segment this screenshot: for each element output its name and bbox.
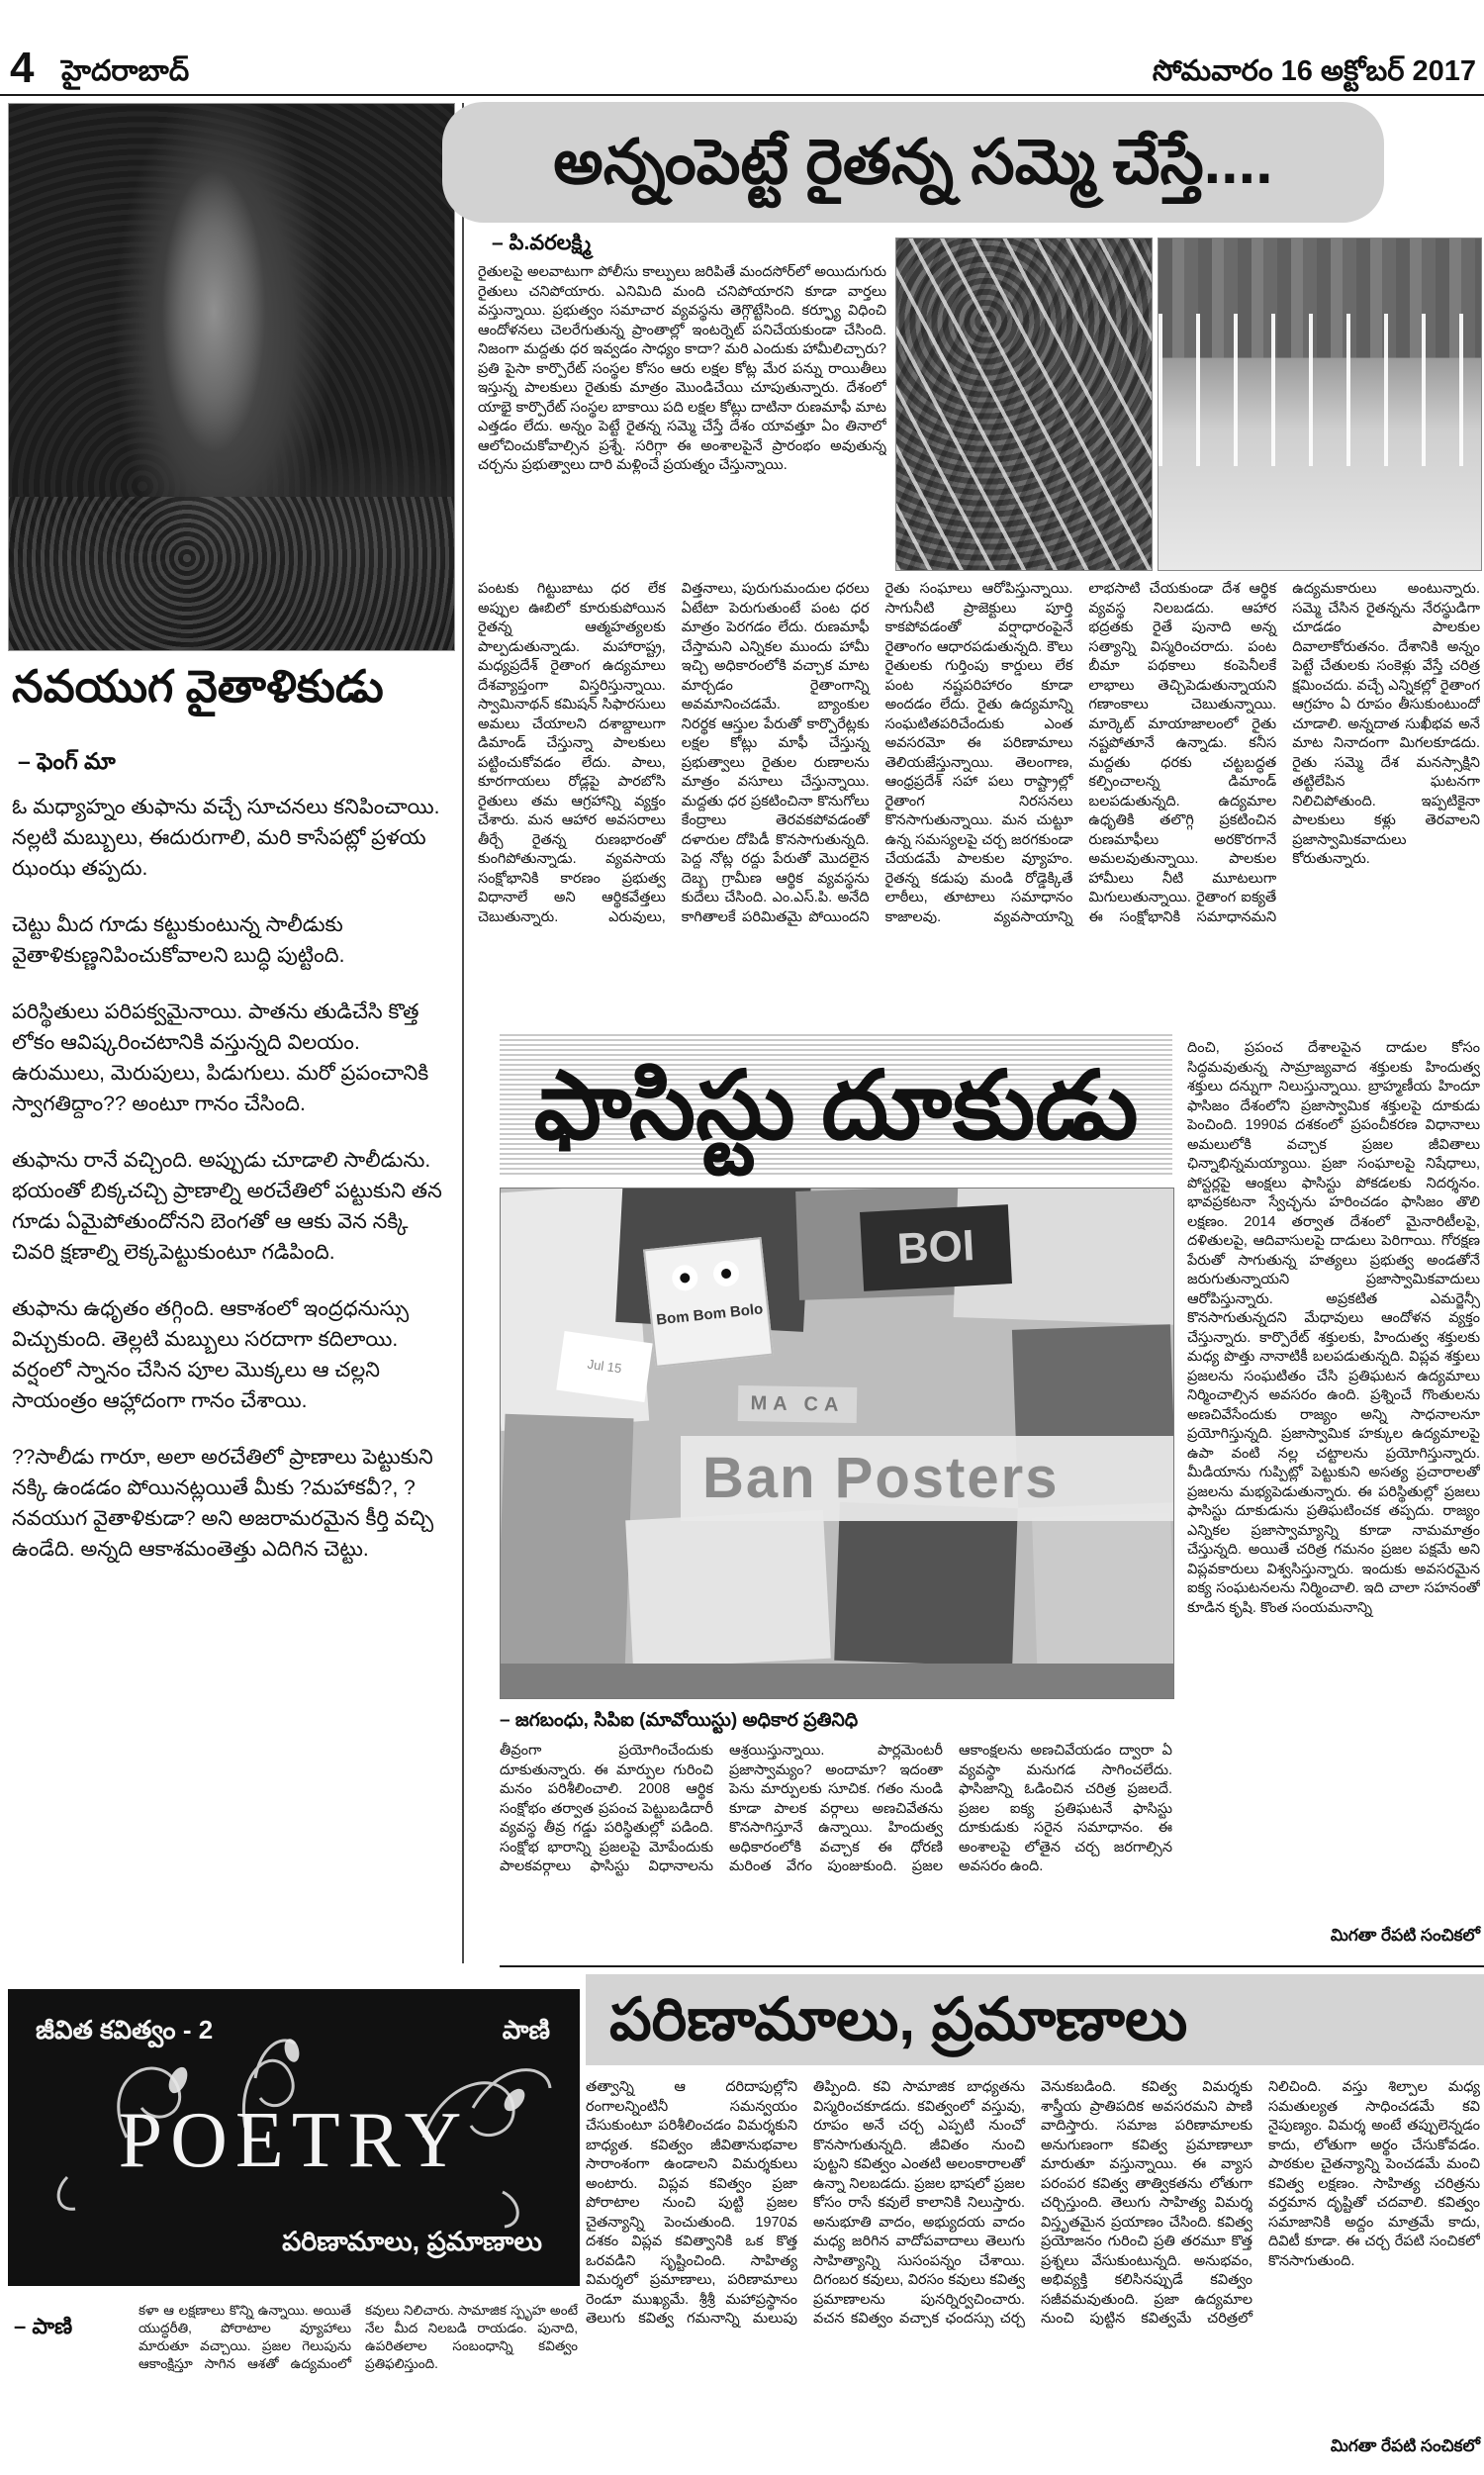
top-article-lead: రైతులపై అలవాటుగా పోలీసు కాల్పులు జరిపితే మందసోర్‌లో అయిదుగురు రైతులు చనిపోయారు. ఎనిమిది మంది చనిపోయారని కూడా వార్తలు వస్తున్నాయి. ప్రభుత్వం సమాచార వ్యవస్థను తెగ్గొట్టేసింది. కర్ఫ్యూ విధించి ఆందోళనలు చెలరేగుతున్న ప్రాంతాల్లో ఇంటర్నెట్ పనిచేయకుండా చేసింది. నిజంగా మద్దతు ధర ఇవ్వడం సాధ్యం కాదా? మరి ఎందుకు హామీలిచ్చారు? ప్రతి పైసా కార్పొరేట్ సంస్థల కోసం ఆరు లక్షల కోట్ల మేర పన్ను రాయితీలు ఇస్తున్న పాలకులు రైతుకు మాత్రం మొండిచేయి చూపుతున్నారు. దేశంలో యాభై కార్పొరేట్ సంస్థల బాకాయి పది లక్షల కోట్లు దాటినా రుణమాఫీ మాట ఎత్తడం లేదు. అన్నం పెట్టే రైతన్న సమ్మె చేస్తే దేశం యావత్తూ ఏం తినాలో ఆలోచించుకోవాల్సిన ప్రశ్నే. సరిగ్గా ఈ అంశాలపైనే ప్రారంభం అవుతున్న చర్చను ప్రభుత్వాలు దారి మళ్లించే ప్రయత్నం చేస్తున్నాయి. bbox=[478, 264, 886, 473]
bottom-article-headline: పరిణామాలు, ప్రమాణాలు bbox=[609, 1986, 1188, 2052]
poster-scrap-text: MA CA bbox=[738, 1385, 858, 1423]
left-article-byline: – ఫెంగ్ మా bbox=[18, 748, 116, 774]
poster-scrap-eyes bbox=[643, 1237, 774, 1368]
bottom-headline-band bbox=[586, 1974, 1484, 2065]
top-headline-band bbox=[442, 102, 1384, 223]
poem-paragraph: చెట్టు మీద గూడు కట్టుకుంటున్న సాలీడుకు వైతాళికుణ్ణనిపించుకోవాలని బుద్ధి పుట్టింది. bbox=[12, 913, 345, 967]
masthead-city: హైదరాబాద్ bbox=[61, 55, 190, 87]
milk-protest-photo bbox=[1158, 238, 1482, 571]
left-article-body bbox=[12, 792, 453, 1964]
poem-paragraph: ??సాలీడు గారూ, అలా అరచేతిలో ప్రాణాలు పెట్టుకుని నక్కి ఉండడం పోయినట్లయితే మీకు ?మహాకవీ?, ?నవయుగ వైతాళికుడా? అని అజరామరమైన కీర్తి వచ్చి ఉండేది. అన్నది ఆకాశమంతెత్తు ఎదిగిన చెట్టు. bbox=[12, 1446, 434, 1561]
forest-floor-texture bbox=[9, 497, 454, 650]
left-article-headline: నవయుగ వైతాళికుడు bbox=[12, 661, 384, 712]
top-article-body: పంటకు గిట్టుబాటు ధర లేక అప్పుల ఊబిలో కూరుకుపోయిన రైతన్న ఆత్మహత్యలకు పాల్పడుతున్నాడు. మహారాష్ట్ర, మధ్యప్రదేశ్ రైతాంగ ఉద్యమాలు దేశవ్యాప్తంగా విస్తరిస్తున్నాయి. స్వామినాథన్ కమిషన్ సిఫారసులు అమలు చేయాలని దశాబ్దాలుగా డిమాండ్ చేస్తున్నా పాలకులు పట్టించుకోవడం లేదు. పాలు, కూరగాయలు రోడ్లపై పారబోసి రైతులు తమ ఆగ్రహాన్ని వ్యక్తం చేశారు. మన ఆహార అవసరాలు తీర్చే రైతన్న రుణభారంతో కుంగిపోతున్నాడు. వ్యవసాయ సంక్షోభానికి కారణం ప్రభుత్వ విధానాలే అని ఆర్థికవేత్తలు చెబుతున్నారు. ఎరువులు, విత్తనాలు, పురుగుమందుల ధరలు ఏటేటా పెరుగుతుంటే పంట ధర మాత్రం పెరగడం లేదు. రుణమాఫీ చేస్తామని ఎన్నికల ముందు హామీ ఇచ్చి అధికారంలోకి వచ్చాక మాట మార్చడం రైతాంగాన్ని అవమానించడమే. బ్యాంకుల నిరర్థక ఆస్తుల పేరుతో కార్పొరేట్లకు లక్షల కోట్లు మాఫీ చేస్తున్న ప్రభుత్వాలు రైతుల రుణాలను మాత్రం వసూలు చేస్తున్నాయి. మద్దతు ధర ప్రకటించినా కొనుగోలు కేంద్రాలు తెరవకపోవడంతో దళారుల దోపిడీ కొనసాగుతున్నది. పెద్ద నోట్ల రద్దు పేరుతో మొదలైన దెబ్బ గ్రామీణ ఆర్థిక వ్యవస్థను కుదేలు చేసింది. ఎం.ఎస్.పి. అనేది కాగితాలకే పరిమితమై పోయిందని రైతు సంఘాలు ఆరోపిస్తున్నాయి. సాగునీటి ప్రాజెక్టులు పూర్తి కాకపోవడంతో వర్షాధారంపైనే రైతాంగం ఆధారపడుతున్నది. కౌలు రైతులకు గుర్తింపు కార్డులు లేక పంట నష్టపరిహారం కూడా అందడం లేదు. రైతు ఉద్యమాన్ని సంఘటితపరిచేందుకు ఎంత అవసరమో ఈ పరిణామాలు తెలియజేస్తున్నాయి. తెలంగాణ, ఆంధ్రప్రదేశ్ సహా పలు రాష్ట్రాల్లో రైతాంగ నిరసనలు కొనసాగుతున్నాయి. మన చుట్టూ ఉన్న సమస్యలపై చర్చ జరగకుండా చేయడమే పాలకుల వ్యూహం. రైతన్న కడుపు మండి రోడ్డెక్కితే లాఠీలు, తూటాలు సమాధానం కాజాలవు. వ్యవసాయాన్ని లాభసాటి చేయకుండా దేశ ఆర్థిక వ్యవస్థ నిలబడదు. ఆహార భద్రతకు రైతే పునాది అన్న సత్యాన్ని విస్మరించరాదు. పంట బీమా పథకాలు కంపెనీలకే లాభాలు తెచ్చిపెడుతున్నాయని గణాంకాలు చెబుతున్నాయి. మార్కెట్ మాయాజాలంలో రైతు నష్టపోతూనే ఉన్నాడు. కనీస మద్దతు ధరకు చట్టబద్ధత కల్పించాలన్న డిమాండ్ బలపడుతున్నది. ఉద్యమాల ఉధృతికి తలొగ్గి ప్రకటించిన రుణమాఫీలు అరకొరగానే అమలవుతున్నాయి. పాలకుల హామీలు నీటి మూటలుగా మిగులుతున్నాయి. రైతాంగ ఐక్యతే ఈ సంక్షోభానికి సమాధానమని ఉద్యమకారులు అంటున్నారు. సమ్మె చేసిన రైతన్నను నేరస్థుడిగా చూడడం పాలకుల దివాలాకోరుతనం. దేశానికి అన్నం పెట్టే చేతులకు సంకెళ్లు వేస్తే చరిత్ర క్షమించదు. వచ్చే ఎన్నికల్లో రైతాంగ ఆగ్రహం ఏ రూపం తీసుకుంటుందో చూడాలి. అన్నదాత సుఖీభవ అనే మాట నినాదంగా మిగలకూడదు. రైతు సమ్మె దేశ మనస్సాక్షిని తట్టిలేపిన ఘటనగా నిలిచిపోతుంది. ఇప్పటికైనా పాలకులు కళ్లు తెరవాలని ప్రజాస్వామికవాదులు కోరుతున్నారు. bbox=[478, 581, 1480, 925]
poem-paragraph: పరిస్థితులు పరిపక్వమైనాయి. పాతను తుడిచేసి కొత్త లోకం ఆవిష్కరించటానికి వస్తున్నది విలయం. ఉరుములు, మెరుపులు, పిడుగులు. మరో ప్రపంచానికి స్వాగతిద్దాం?? అంటూ గానం చేసింది. bbox=[12, 1000, 429, 1115]
photo-overlay-caption: Ban Posters bbox=[681, 1436, 1173, 1521]
poem-paragraph: తుఫాను రానే వచ్చింది. అప్పుడు చూడాలి సాలీడును. భయంతో బిక్కచచ్చి ప్రాణాల్ని అరచేతిలో పట్టుకుని తన గూడు ఏమైపోతుందోనని బెంగతో ఆ ఆకు వెన నక్కి చివరి క్షణాల్ని లెక్కపెట్టుకుంటూ గడిపింది. bbox=[12, 1149, 442, 1264]
poetry-box bbox=[8, 1989, 580, 2286]
middle-article-right-column: దించి, ప్రపంచ దేశాలపైన దాడుల కోసం సిద్ధమవుతున్న సామ్రాజ్యవాద శక్తులకు హిందుత్వ శక్తులు దన్నుగా నిలుస్తున్నాయి. బ్రాహ్మణీయ హిందూ ఫాసిజం దేశంలోని ప్రజాస్వామిక శక్తులపై దూకుడు పెంచింది. 1990వ దశకంలో ప్రపంచీకరణ విధానాలు అమలులోకి వచ్చాక ప్రజల జీవితాలు ఛిన్నాభిన్నమయ్యాయి. ప్రజా సంఘాలపై నిషేధాలు, పోస్టర్లపై ఆంక్షలు ఫాసిస్టు పోకడలకు నిదర్శనం. భావప్రకటనా స్వేచ్ఛను హరించడం ఫాసిజం తొలి లక్షణం. 2014 తర్వాత దేశంలో మైనారిటీలపై, దళితులపై, ఆదివాసులపై దాడులు పెరిగాయి. గోరక్షణ పేరుతో సాగుతున్న హత్యలు ప్రభుత్వ అండతోనే జరుగుతున్నాయని ప్రజాస్వామికవాదులు ఆరోపిస్తున్నారు. అప్రకటిత ఎమర్జెన్సీ కొనసాగుతున్నదని మేధావులు ఆందోళన వ్యక్తం చేస్తున్నారు. కార్పొరేట్ శక్తులకు, హిందుత్వ శక్తులకు మధ్య పొత్తు నానాటికీ బలపడుతున్నది. విప్లవ శక్తులు ప్రజలను సంఘటితం చేసి ప్రతిఘటన ఉద్యమాలు నిర్మించాల్సిన అవసరం ఉంది. ప్రశ్నించే గొంతులను అణచివేసేందుకు రాజ్యం అన్ని సాధనాలనూ ప్రయోగిస్తున్నది. ప్రజాస్వామిక హక్కుల ఉద్యమాలపై ఉపా వంటి నల్ల చట్టాలను ప్రయోగిస్తున్నారు. మీడియాను గుప్పిట్లో పెట్టుకుని అసత్య ప్రచారాలతో ప్రజలను మభ్యపెడుతున్నారు. ఈ పరిస్థితుల్లో ప్రజలు ఫాసిస్టు దూకుడును ప్రతిఘటించక తప్పదు. రాజ్యం ఎన్నికల ప్రజాస్వామ్యాన్ని కూడా నామమాత్రం చేస్తున్నది. అయితే చరిత్ర గమనం ప్రజల పక్షమే అని విప్లవకారులు విశ్వసిస్తున్నారు. ఇందుకు అవసరమైన ఐక్య సంఘటనలను నిర్మించాలి. ఇది చాలా సహనంతో కూడిన కృషి. కొంత సంయమనాన్ని bbox=[1187, 1040, 1480, 1616]
bottom-article-continuation: మిగతా రేపటి సంచికలో bbox=[1330, 2436, 1480, 2455]
page-number: 4 bbox=[10, 44, 35, 92]
poster-scrap-text: BOI bbox=[860, 1204, 1012, 1291]
middle-article-headline: ఫాసిస్టు దూకుడు bbox=[533, 1053, 1139, 1159]
column-separator bbox=[462, 103, 464, 1963]
poetry-series-label: జీవిత కవిత్వం - 2 bbox=[36, 2015, 214, 2045]
top-article-headline: అన్నంపెట్టే రైతన్న సమ్మె చేస్తే.... bbox=[553, 128, 1273, 197]
bottom-article-left-body: కళా ఆ లక్షణాలు కొన్ని ఉన్నాయి. అయితే యుద్ధరీతి, పోరాటాల వ్యూహాలు మారుతూ వచ్చాయి. ప్రజల గెలుపును ఆకాంక్షిస్తూ సాగిన ఆశతో ఉద్యమంలో కవులు నిలిచారు. సామాజిక స్పృహ అంటే నేల మీద నిలబడి రాయడం. పునాది, ఉపరితలాల సంబంధాన్ని కవిత్వం ప్రతిఫలిస్తుంది. bbox=[139, 2303, 578, 2371]
top-article-byline: – పి.వరలక్ష్మి bbox=[492, 232, 592, 254]
poetry-subtitle: పరిణామాలు, ప్రమాణాలు bbox=[282, 2227, 542, 2256]
middle-article-body: తీవ్రంగా ప్రయోగించేందుకు దూకుతున్నారు. ఈ మార్పుల గురించి మనం పరిశీలించాలి. 2008 ఆర్థిక సంక్షోభం తర్వాత ప్రపంచ పెట్టుబడిదారీ వ్యవస్థ తీవ్ర గడ్డు పరిస్థితుల్లో పడింది. సంక్షోభ భారాన్ని ప్రజలపై మోపేందుకు పాలకవర్గాలు ఫాసిస్టు విధానాలను ఆశ్రయిస్తున్నాయి. పార్లమెంటరీ ప్రజాస్వామ్యం? అందామా? ఇదంతా పెను మార్పులకు సూచిక. గతం నుండి కూడా పాలక వర్గాలు అణచివేతను కొనసాగిస్తూనే ఉన్నాయి. హిందుత్వ అధికారంలోకి వచ్చాక ఈ ధోరణి మరింత వేగం పుంజుకుంది. ప్రజల ఆకాంక్షలను అణచివేయడం ద్వారా ఏ వ్యవస్థా మనుగడ సాగించలేదు. ఫాసిజాన్ని ఓడించిన చరిత్ర ప్రజలదే. ప్రజల ఐక్య ప్రతిఘటనే ఫాసిస్టు దూకుడుకు సరైన సమాధానం. ఈ అంశాలపై లోతైన చర్చ జరగాల్సిన అవసరం ఉంది. bbox=[500, 1743, 1172, 1874]
bottom-article-byline: – పాణి bbox=[14, 2314, 73, 2338]
middle-article-caption: – జగబంధు, సిపిఐ (మావోయిస్టు) అధికార ప్రతినిధి bbox=[500, 1710, 859, 1731]
header-rule bbox=[0, 94, 1484, 96]
poster-eye-right bbox=[712, 1260, 741, 1288]
bottom-article-body: తత్వాన్ని ఆ దరిదాపుల్లోని రంగాలన్నింటినీ సమన్వయం చేసుకుంటూ పరిశీలించడం విమర్శకుని బాధ్యత. కవిత్వం జీవితానుభవాల సారాంశంగా ఉండాలని విమర్శకులు అంటారు. విప్లవ కవిత్వం ప్రజా పోరాటాల నుంచి పుట్టి ప్రజల చైతన్యాన్ని పెంచుతుంది. 1970వ దశకం విప్లవ కవిత్వానికి ఒక కొత్త ఒరవడిని సృష్టించింది. సాహిత్య విమర్శలో ప్రమాణాలు, పరిణామాలు రెండూ ముఖ్యమే. శ్రీశ్రీ మహాప్రస్థానం తెలుగు కవిత్వ గమనాన్ని మలుపు తిప్పింది. కవి సామాజిక బాధ్యతను విస్మరించకూడదు. కవిత్వంలో వస్తువు, రూపం అనే చర్చ ఎప్పటి నుంచో కొనసాగుతున్నది. జీవితం నుంచి పుట్టని కవిత్వం ఎంతటి అలంకారాలతో ఉన్నా నిలబడదు. ప్రజల భాషలో ప్రజల కోసం రాసే కవులే కాలానికి నిలుస్తారు. అనుభూతి వాదం, అభ్యుదయ వాదం మధ్య జరిగిన వాదోపవాదాలు తెలుగు సాహిత్యాన్ని సుసంపన్నం చేశాయి. దిగంబర కవులు, విరసం కవులు కవిత్వ ప్రమాణాలను పునర్నిర్వచించారు. వచన కవిత్వం వచ్చాక ఛందస్సు చర్చ వెనుకబడింది. కవిత్వ విమర్శకు శాస్త్రీయ ప్రాతిపదిక అవసరమని పాణి వాదిస్తారు. సమాజ పరిణామాలకు అనుగుణంగా కవిత్వ ప్రమాణాలూ మారుతూ వస్తున్నాయి. ఈ వ్యాస పరంపర కవిత్వ తాత్వికతను లోతుగా చర్చిస్తుంది. తెలుగు సాహిత్య విమర్శ విస్తృతమైన ప్రయాణం చేసింది. కవిత్వ ప్రయోజనం గురించి ప్రతి తరమూ కొత్త ప్రశ్నలు వేసుకుంటున్నది. అనుభవం, అభివ్యక్తి కలిసినప్పుడే కవిత్వం సజీవమవుతుంది. ప్రజా ఉద్యమాల నుంచి పుట్టిన కవిత్వమే చరిత్రలో నిలిచింది. వస్తు శిల్పాల మధ్య సమతుల్యత సాధించడమే కవి నైపుణ్యం. విమర్శ అంటే తప్పులెన్నడం కాదు, లోతుగా అర్థం చేసుకోవడం. పాఠకుల చైతన్యాన్ని పెంచడమే మంచి కవిత్వ లక్షణం. సాహిత్య చరిత్రను వర్తమాన దృష్టితో చదవాలి. కవిత్వం సమాజానికి అద్దం మాత్రమే కాదు, దివిటీ కూడా. ఈ చర్చ రేపటి సంచికలో కొనసాగుతుంది. bbox=[586, 2079, 1480, 2327]
poster-scrap bbox=[834, 1502, 1017, 1666]
poster-scrap bbox=[500, 1414, 633, 1675]
poster-scrap bbox=[1032, 1513, 1174, 1686]
poetry-author: పాణి bbox=[502, 2015, 550, 2045]
poster-scrap bbox=[625, 1510, 831, 1668]
poster-scrap-text: Jul 15 bbox=[556, 1331, 652, 1402]
poster-eye-left bbox=[671, 1264, 699, 1292]
protest-crowd-photo bbox=[895, 238, 1153, 571]
poster-scrap-text: Bom Bom Bolo bbox=[655, 1300, 765, 1329]
masthead-date: సోమవారం 16 అక్టోబర్ 2017 bbox=[1152, 55, 1476, 87]
section-rule bbox=[500, 1965, 1484, 1967]
poetry-title: POETRY bbox=[118, 2097, 470, 2184]
poem-paragraph: ఓ మధ్యాహ్నం తుఫాను వచ్చే సూచనలు కనిపించాయి. నల్లటి మబ్బులు, ఈదురుగాలి, మరి కాసేపట్లో ప్రళయ ఝంఝ తప్పదు. bbox=[12, 796, 440, 880]
ban-posters-photo bbox=[500, 1188, 1174, 1699]
middle-article-continuation: మిగతా రేపటి సంచికలో bbox=[1330, 1926, 1480, 1945]
middle-headline-band bbox=[500, 1034, 1172, 1178]
poem-paragraph: తుఫాను ఉధృతం తగ్గింది. ఆకాశంలో ఇంద్రధనుస్సు విచ్చుకుంది. తెల్లటి మబ్బులు సరదాగా కదిలాయి. వర్షంలో స్నానం చేసిన పూల మొక్కలు ఆ చల్లని సాయంత్రం ఆహ్లాదంగా గానం చేశాయి. bbox=[12, 1297, 410, 1412]
poster-wall-base bbox=[501, 1664, 1173, 1698]
tree-photo bbox=[8, 103, 455, 651]
